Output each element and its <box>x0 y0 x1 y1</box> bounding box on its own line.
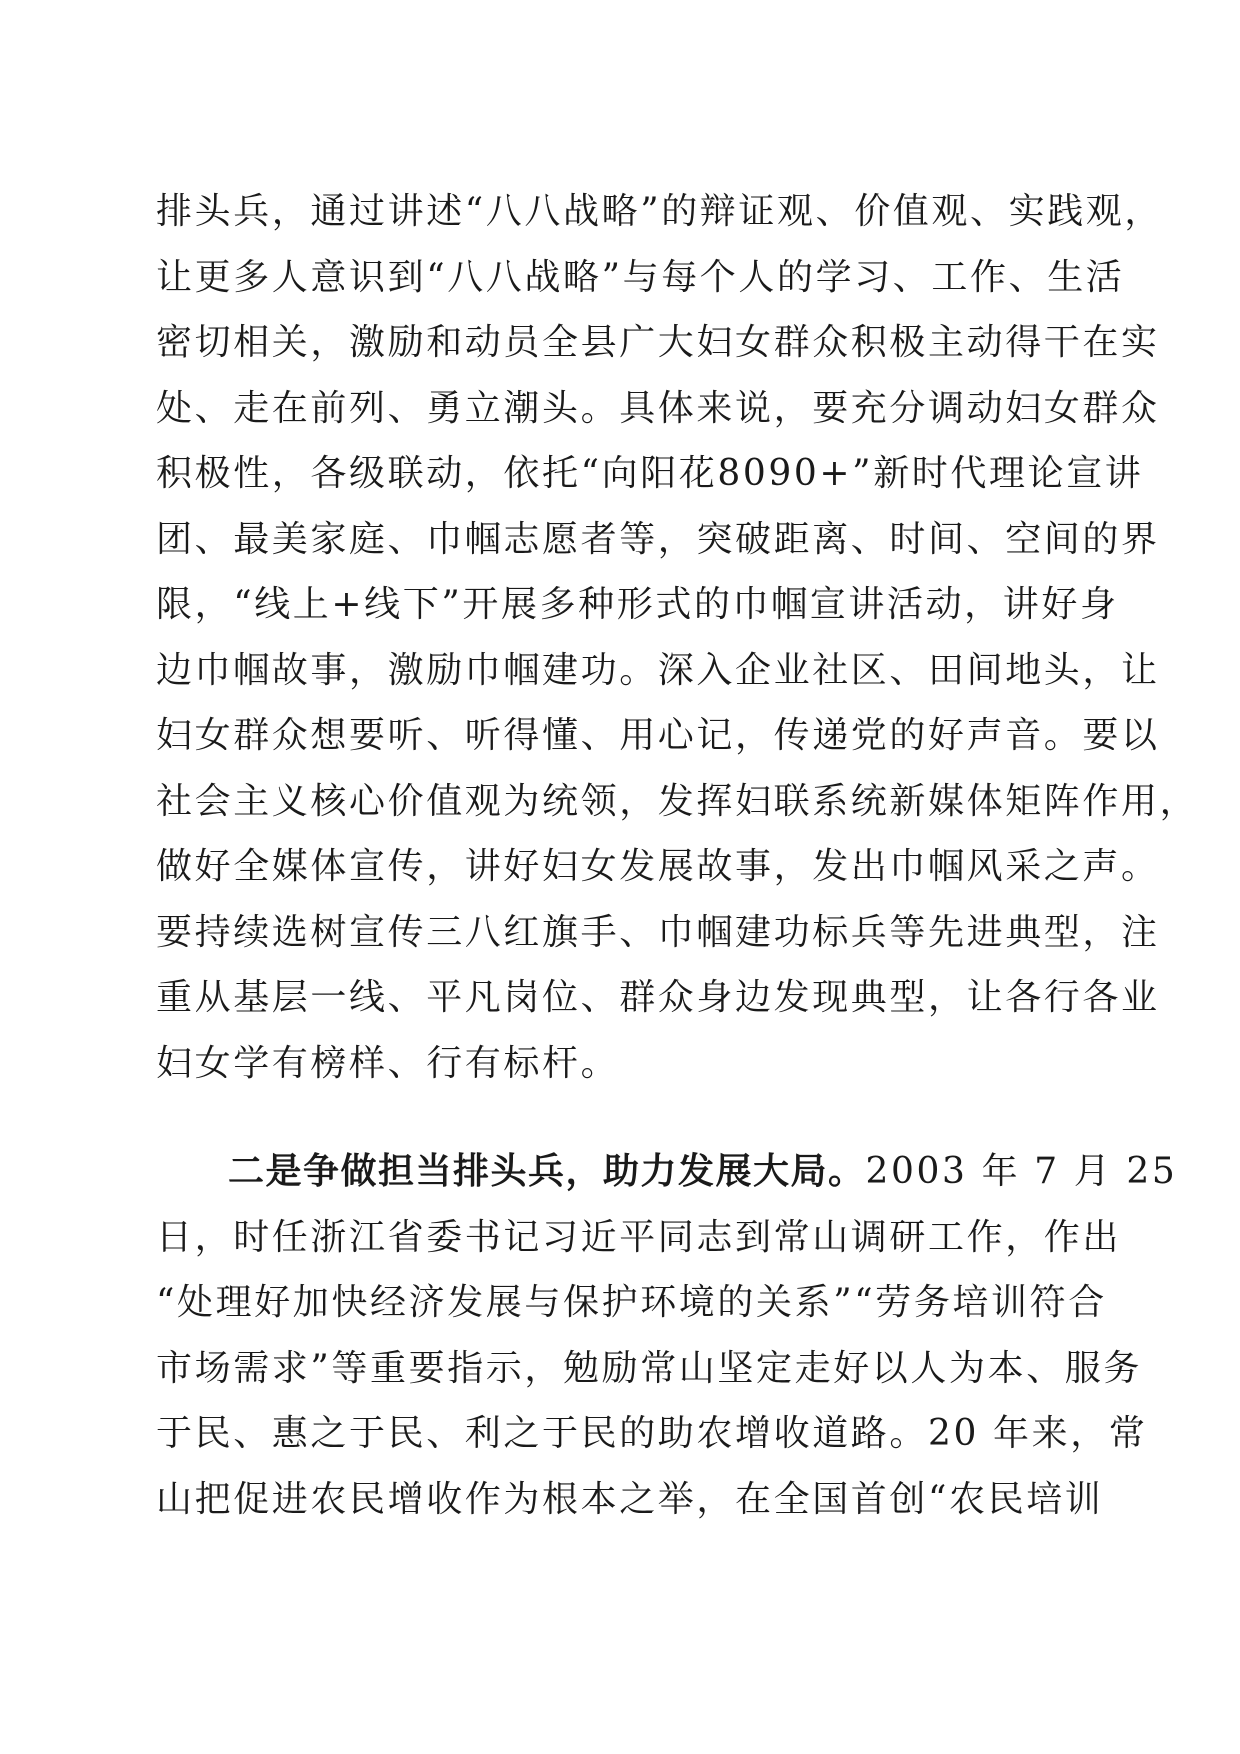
paragraph-line: 做好全媒体宣传，讲好妇女发展故事，发出巾帼风采之声。 <box>156 846 1160 887</box>
paragraph-2 <box>156 1148 1178 1541</box>
paragraph-line: 密切相关，激励和动员全县广大妇女群众积极主动得干在实 <box>156 322 1160 363</box>
paragraph-line: 排头兵，通过讲述“八八战略”的辩证观、价值观、实践观， <box>156 191 1164 232</box>
paragraph-line: 积极性，各级联动，依托“向阳花8090+”新时代理论宣讲 <box>156 453 1144 494</box>
paragraph-line: 于民、惠之于民、利之于民的助农增收道路。20 年来，常 <box>156 1413 1148 1454</box>
paragraph-line: 让更多人意识到“八八战略”与每个人的学习、工作、生活 <box>156 256 1125 298</box>
paragraph-1 <box>156 188 1199 1105</box>
paragraph-line: 妇女群众想要听、听得懂、用心记，传递党的好声音。要以 <box>156 715 1160 756</box>
paragraph-line: 要持续选树宣传三八红旗手、巾帼建功标兵等先进典型，注 <box>156 911 1160 953</box>
paragraph-line: 边巾帼故事，激励巾帼建功。深入企业社区、田间地头，让 <box>156 649 1160 691</box>
paragraph-line: 山把促进农民增收作为根本之举，在全国首创“农民培训 <box>156 1478 1104 1520</box>
paragraph-line: 妇女学有榜样、行有标杆。 <box>156 1042 620 1084</box>
paragraph-line: 团、最美家庭、巾帼志愿者等，突破距离、时间、空间的界 <box>156 518 1160 560</box>
paragraph-line: 重从基层一线、平凡岗位、群众身边发现典型，让各行各业 <box>156 977 1160 1018</box>
paragraph-line: 限，“线上+线下”开展多种形式的巾帼宣讲活动，讲好身 <box>156 584 1119 625</box>
paragraph-line: 日，时任浙江省委书记习近平同志到常山调研工作，作出 <box>156 1216 1122 1258</box>
paragraph-line: 社会主义核心价值观为统领，发挥妇联系统新媒体矩阵作用， <box>156 780 1199 822</box>
paragraph-line: “处理好加快经济发展与保护环境的关系”“劳务培训符合 <box>156 1282 1107 1323</box>
paragraph-first-line-text: 2003 年 7 月 25 <box>865 1151 1178 1192</box>
paragraph-line: 市场需求”等重要指示，勉励常山坚定走好以人为本、服务 <box>156 1347 1143 1389</box>
paragraph-first-line <box>156 1148 1178 1214</box>
paragraph-line: 处、走在前列、勇立潮头。具体来说，要充分调动妇女群众 <box>156 387 1160 429</box>
paragraph-lead-heading: 二是争做担当排头兵，助力发展大局。 <box>228 1151 866 1192</box>
